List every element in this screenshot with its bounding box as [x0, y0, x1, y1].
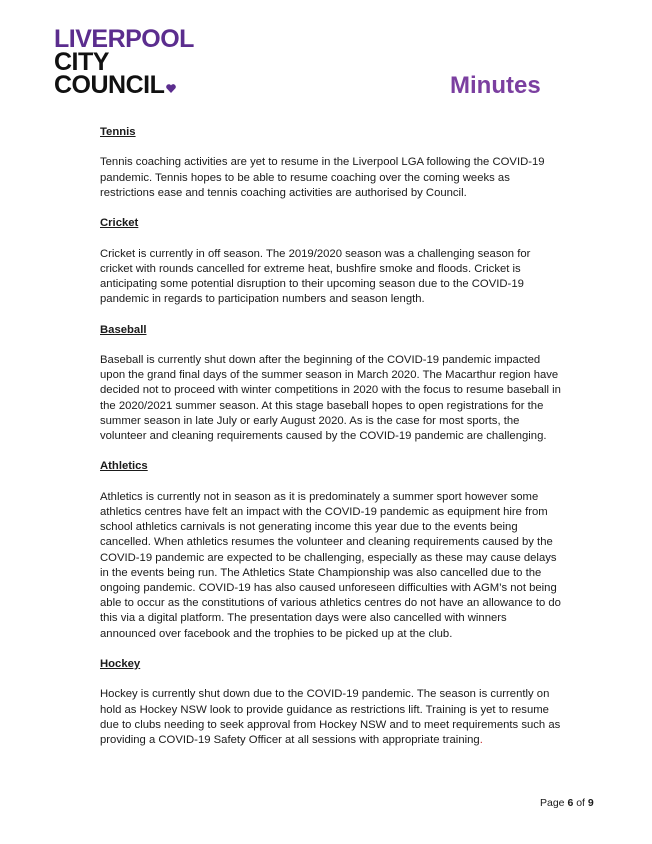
of-label: of — [576, 797, 585, 809]
section-heading: Cricket — [100, 217, 139, 230]
logo-line-3 — [54, 71, 194, 99]
section-paragraph: Baseball is currently shut down after the beginning of the COVID-19 pandemic impacted upon the grand final days of the summer season in March 2020. The Macarthur region have decided not to proceed with winter competitions in 2020 with the focus to resume baseball in the 2020/2021 summer season. At this stage baseball hopes to open registrations for the summer season in late July or early August 2020. As is the case for most sports, the volunteer and cleaning requirements caused by the COVID-19 pandemic are challenging. — [100, 353, 561, 442]
council-logo — [54, 25, 194, 99]
section-paragraph: Cricket is currently in off season. The 2019/2020 season was a challenging season for cricket with rounds cancelled for extreme heat, bushfire smoke and floods. Cricket is anticipating some potential disruption to their upcoming season due to the COVID-19 pandemic in regards to participation numbers and season length. — [100, 247, 531, 306]
trailing-period: . — [479, 733, 483, 746]
section-heading: Baseball — [100, 323, 147, 336]
section-paragraph — [100, 687, 565, 748]
section-paragraph: Athletics is currently not in season as it is predominately a summer sport however some athletics centres have felt an impact with the COVID-19 pandemic as equipment hire from school athletics carnivals is not generating income this year due to the events being cancelled. When athletics resumes the volunteer and cleaning requirements caused by the COVID-19 pandemic are expected to be challenging, especially as these may cause delays in the events being run. The Athletics State Championship was also cancelled due to the ongoing pandemic. COVID-19 has also caused unforeseen difficulties with AGM’s not being able to occur as the constitutions of various athletics centres do not have an allowance to do this via a digital platform. The presentation days were also cancelled with winners announced over facebook and the trophies to be picked up at the club. — [100, 490, 561, 640]
minutes-body — [100, 125, 565, 763]
page-total: 9 — [587, 797, 594, 809]
logo-line-2: CITY — [54, 48, 109, 76]
section-heading: Hockey — [100, 657, 141, 670]
logo-line-1: LIVERPOOL — [54, 25, 194, 53]
section-tennis — [100, 125, 565, 201]
section-hockey — [100, 657, 565, 748]
section-paragraph: Tennis coaching activities are yet to resume in the Liverpool LGA following the COVID-19 pandemic. Tennis hopes to be able to resume coaching over the coming weeks as restrictions ease and tennis coaching activities are authorised by Council. — [100, 156, 545, 199]
page-number — [540, 797, 594, 809]
heart-icon — [166, 84, 176, 93]
section-athletics — [100, 459, 565, 641]
section-heading: Athletics — [100, 460, 148, 473]
section-cricket — [100, 216, 565, 307]
document-type-title: Minutes — [450, 72, 541, 99]
page-current: 6 — [567, 797, 574, 809]
page-label: Page — [540, 797, 565, 809]
section-heading: Tennis — [100, 126, 136, 138]
section-baseball — [100, 323, 565, 445]
section-paragraph-text: Hockey is currently shut down due to the COVID-19 pandemic. The season is currently on hold as Hockey NSW look to provide guidance as restrictions lift. Training is yet to resume due to clubs needing to seek approval from Hockey NSW and to meet requirements such as providing a COVID-19 Safety Officer at all sessions with appropriate training — [100, 688, 561, 746]
logo-line-3-text: COUNCIL — [54, 71, 165, 99]
